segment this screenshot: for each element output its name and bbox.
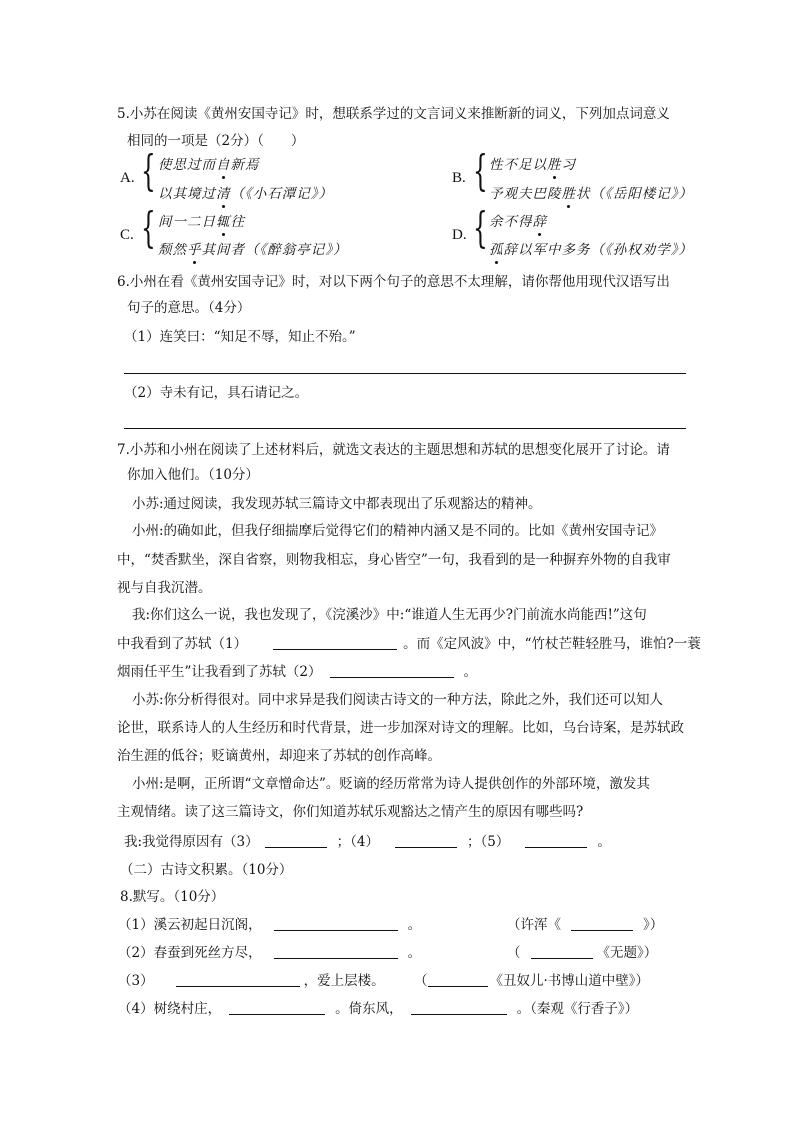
q7-dialogue-me-1c: 烟雨任平生”让我看到了苏轼（2） 。	[117, 664, 477, 680]
option-d-label: D.	[452, 227, 467, 243]
option-b-brace: {	[473, 146, 488, 195]
option-c-label: C.	[120, 227, 134, 243]
option-a-line2: 以其境过清（《小石潭记》）	[158, 186, 333, 202]
q5-stem-line2: 相同的一项是（2分）（ ）	[127, 133, 305, 149]
q7-dialogue-xiaozhou-1a: 小州:的确如此，但我仔细揣摩后觉得它们的精神内涵又是不同的。比如《黄州安国寺记》	[132, 523, 664, 539]
q8-blank-4a[interactable]	[229, 1000, 325, 1015]
q5-stem-line1: 5.小苏在阅读《黄州安国寺记》时，想联系学过的文言词义来推断新的词义，下列加点词意义	[117, 106, 670, 122]
option-a-label: A.	[120, 170, 135, 186]
q7-dialogue-xiaozhou-2b: 主观情绪。读了这三篇诗文，你们知道苏轼乐观豁达之情产生的原因有哪些吗?	[117, 804, 584, 820]
q7-blank-5[interactable]	[525, 833, 587, 848]
option-b-line2: 予观夫巴陵胜状（《岳阳楼记》）	[489, 186, 693, 202]
q8-blank-4b[interactable]	[411, 1000, 507, 1015]
q7-blank-2[interactable]	[330, 663, 454, 678]
q8-blank-1-author[interactable]	[571, 916, 633, 931]
q7-blank-4[interactable]	[395, 833, 457, 848]
q6-stem-line1: 6.小州在看《黄州安国寺记》时，对以下两个句子的意思不太理解，请你帮他用现代汉语写出	[117, 274, 670, 290]
q8-row-2-source: （ 《无题》）	[507, 945, 658, 961]
q8-title: 8.默写。（10分）	[120, 889, 225, 905]
q7-dialogue-xiaosu-2c: 治生涯的低谷；贬谪黄州，却迎来了苏轼的创作高峰。	[117, 748, 441, 764]
q8-blank-2-author[interactable]	[531, 944, 593, 959]
q6-stem-line2: 句子的意思。（4分）	[127, 300, 251, 316]
q7-dialogue-me-2: 我:我觉得原因有（3） ；（4） ；（5） 。	[124, 834, 611, 850]
q8-row-2: （2）春蚕到死丝方尽， 。	[118, 945, 422, 961]
q8-blank-1[interactable]	[274, 916, 398, 931]
option-c-line2: 颓然乎其间者（《醉翁亭记》）	[158, 242, 348, 258]
option-b-label: B.	[452, 170, 466, 186]
q6-answer-line-2[interactable]	[124, 428, 686, 429]
option-a-line1: 使思过而自新焉	[158, 157, 260, 173]
q8-row-1-source: （许浑《 》）	[507, 917, 664, 933]
q8-row-3-source: （ 《丑奴儿·书博山道中壁》）	[414, 973, 650, 989]
q6-sentence-2: （2）寺未有记，具石请记之。	[124, 385, 309, 401]
option-d-line1: 余不得辞	[489, 214, 547, 230]
q7-dialogue-me-1b: 中我看到了苏轼（1） 。而《定风波》中，“竹杖芒鞋轻胜马，谁怕?一蓑	[117, 636, 701, 652]
q6-sentence-1: （1）连笑曰：“知足不辱，知止不殆。”	[124, 329, 356, 345]
q7-blank-3[interactable]	[265, 833, 327, 848]
q8-row-3: （3） ，爱上层楼。	[118, 973, 385, 989]
option-c-brace: {	[141, 203, 156, 252]
q7-dialogue-me-1a: 我:你们这么一说，我也发现了，《浣溪沙》中:“谁道人生无再少?门前流水尚能西!”这句	[132, 607, 647, 623]
q7-dialogue-xiaosu-2b: 论世，联系诗人的人生经历和时代背景，进一步加深对诗文的理解。比如，乌台诗案，是苏轼政	[117, 720, 684, 736]
q7-dialogue-xiaozhou-1c: 视与自我沉潜。	[117, 580, 212, 596]
option-a-brace: {	[141, 146, 156, 195]
q7-dialogue-xiaosu-1: 小苏:通过阅读，我发现苏轼三篇诗文中都表现出了乐观豁达的精神。	[132, 496, 542, 512]
q7-dialogue-xiaozhou-1b: 中，“焚香默坐，深自省察，则物我相忘，身心皆空”一句，我看到的是一种摒弃外物的自我审	[117, 552, 671, 568]
q8-blank-2[interactable]	[274, 944, 398, 959]
option-b-line1: 性不足以胜习	[489, 157, 576, 173]
section-2-title: （二）古诗文积累。（10分）	[120, 862, 293, 878]
q7-stem-line1: 7.小苏和小州在阅读了上述材料后，就选文表达的主题思想和苏轼的思想变化展开了讨论。请	[117, 442, 670, 458]
q8-row-1: （1）溪云初起日沉阁， 。	[118, 917, 422, 933]
q7-stem-line2: 你加入他们。（10分）	[127, 467, 259, 483]
q7-dialogue-xiaosu-2a: 小苏:你分析得很对。同中求异是我们阅读古诗文的一种方法，除此之外，我们还可以知人	[132, 692, 664, 708]
q7-blank-1[interactable]	[273, 635, 397, 650]
q8-blank-3-author[interactable]	[428, 972, 488, 987]
option-d-line2: 孤辞以军中多务（《孙权劝学》）	[489, 242, 693, 258]
q7-dialogue-xiaozhou-2a: 小州:是啊，正所谓“文章憎命达”。贬谪的经历常常为诗人提供创作的外部环境，激发其	[132, 776, 650, 792]
option-d-brace: {	[473, 203, 488, 252]
q6-answer-line-1[interactable]	[124, 373, 686, 374]
q8-row-4: （4）树绕村庄， 。倚东风， 。（秦观《行香子》）	[118, 1001, 639, 1017]
option-c-line1: 间一二日辄往	[158, 214, 245, 230]
q8-blank-3[interactable]	[176, 972, 300, 987]
